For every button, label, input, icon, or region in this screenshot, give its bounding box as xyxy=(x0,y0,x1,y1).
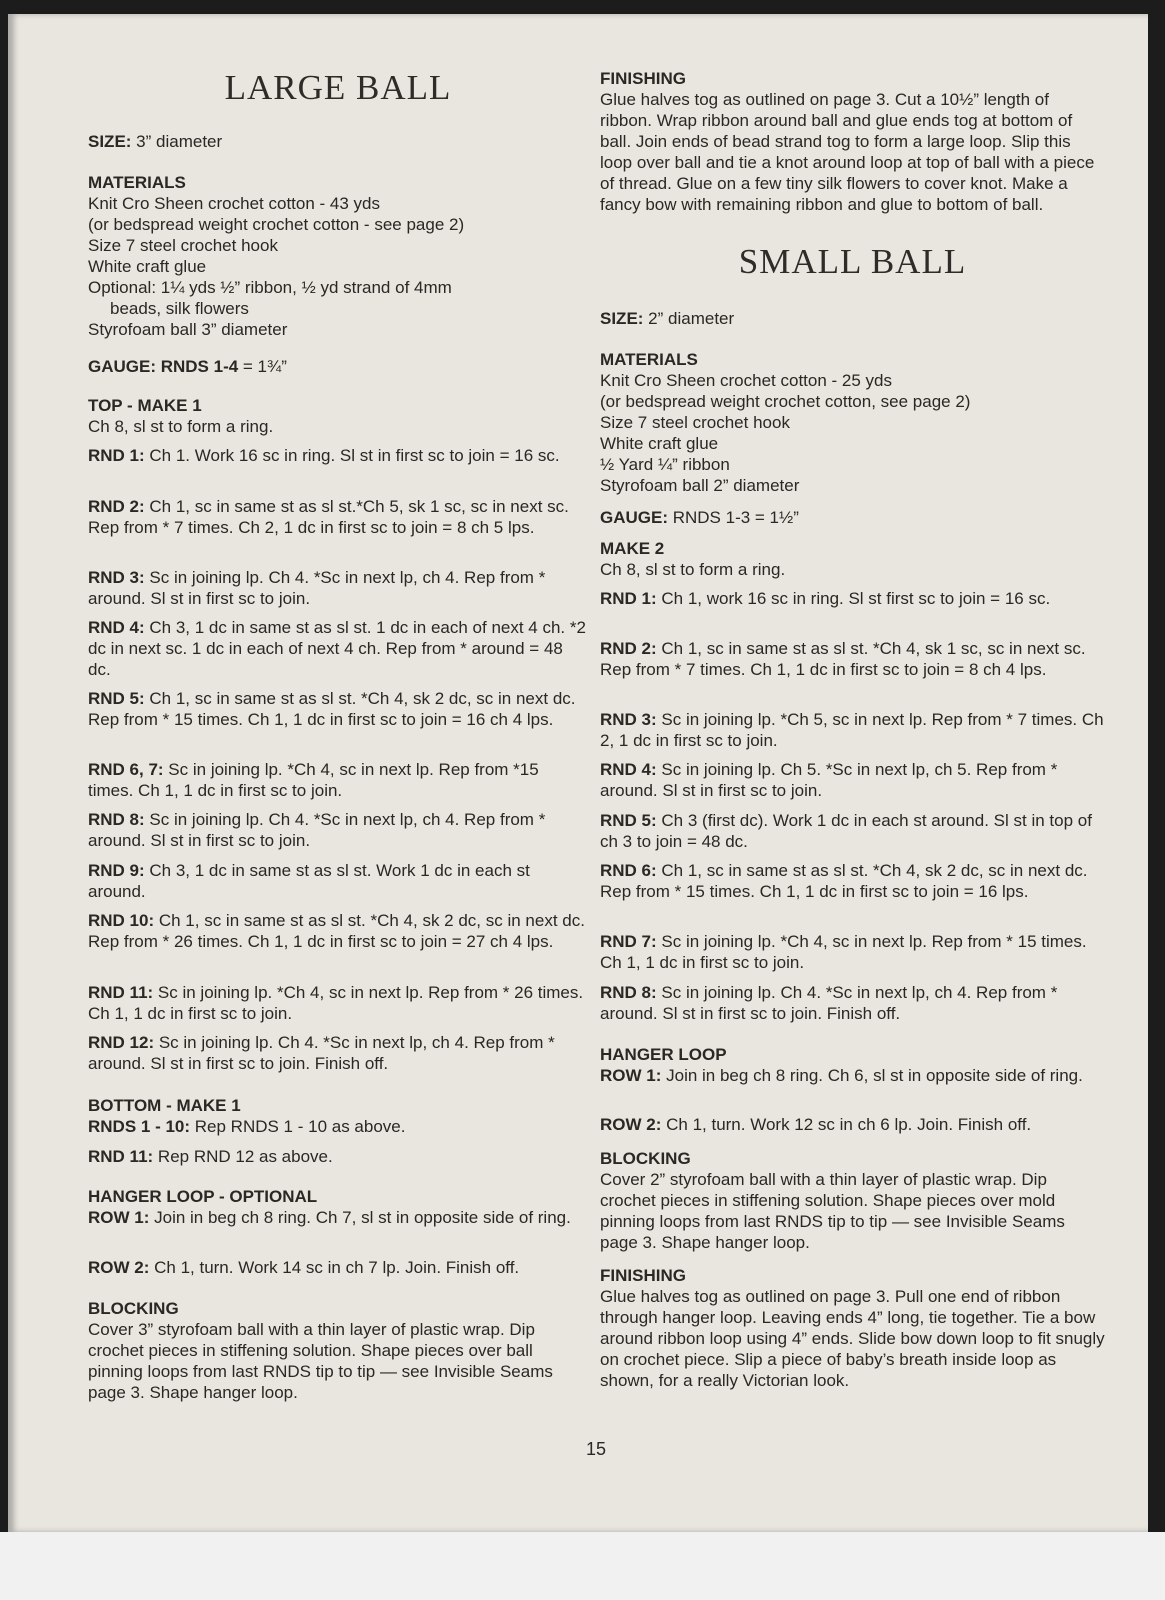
material-item: Size 7 steel crochet hook xyxy=(600,413,790,432)
top-heading: TOP - MAKE 1 xyxy=(88,396,202,415)
round-instruction xyxy=(600,931,1105,973)
row-label: ROW 2: xyxy=(600,1115,662,1134)
blocking-text: Cover 3” styrofoam ball with a thin layer of plastic wrap. Dip crochet pieces in stiffening solution. Shape pieces over ball pinning loops from last RNDS tip to tip — see Invisible Seams page 3. Shape hanger loop. xyxy=(88,1320,553,1402)
round-label: RND 4: xyxy=(88,618,145,637)
round-instruction xyxy=(88,1116,588,1137)
round-label: RND 2: xyxy=(88,497,145,516)
round-label: RND 8: xyxy=(88,810,145,829)
top-intro: Ch 8, sl st to form a ring. xyxy=(88,417,274,436)
material-item: White craft glue xyxy=(88,257,207,276)
material-item: ½ Yard ¼” ribbon xyxy=(600,455,730,474)
materials-list xyxy=(600,370,1105,496)
blocking-text: Cover 2” styrofoam ball with a thin layer of plastic wrap. Dip crochet pieces in stiffening solution. Shape pieces over mold pinning loops from last RNDS tip to tip — see Invisible Seams page 3. Shape hanger loop. xyxy=(600,1170,1065,1252)
book-page xyxy=(8,14,1148,1532)
size-value: 3” diameter xyxy=(131,132,223,151)
round-instruction xyxy=(88,982,588,1024)
round-label: RND 5: xyxy=(600,811,657,830)
gauge-value: RNDS 1-3 = 1½” xyxy=(668,508,799,527)
finishing-heading: FINISHING xyxy=(600,69,686,88)
round-label: RND 9: xyxy=(88,861,145,880)
size-label: SIZE: xyxy=(88,132,132,151)
material-item: beads, silk flowers xyxy=(110,299,249,318)
round-text: Ch 1, sc in same st as sl st. *Ch 4, sk 2 dc, sc in next dc. Rep from * 26 times. Ch 1, 1 dc in first sc to join = 27 ch 4 lps. xyxy=(88,911,585,951)
blocking-heading: BLOCKING xyxy=(88,1299,179,1318)
round-instruction xyxy=(88,617,588,680)
size-value: 2” diameter xyxy=(643,309,735,328)
material-item: Styrofoam ball 3” diameter xyxy=(88,320,288,339)
round-label: RND 3: xyxy=(88,568,145,587)
round-instruction xyxy=(88,809,588,851)
round-text: Sc in joining lp. Ch 4. *Sc in next lp, ch 4. Rep from * around. Sl st in first sc to join. xyxy=(88,568,546,608)
bottom-heading: BOTTOM - MAKE 1 xyxy=(88,1096,241,1115)
round-label: RND 6, 7: xyxy=(88,760,164,779)
round-label: RND 3: xyxy=(600,710,657,729)
hanger-heading: HANGER LOOP xyxy=(600,1045,727,1064)
large-gauge xyxy=(88,356,588,377)
round-instruction xyxy=(88,910,588,952)
round-label: RND 11: xyxy=(88,983,154,1002)
material-item: Size 7 steel crochet hook xyxy=(88,236,278,255)
round-text: Sc in joining lp. Ch 4. *Sc in next lp, ch 4. Rep from * around. Sl st in first sc to join. xyxy=(88,810,546,850)
round-instruction xyxy=(600,982,1105,1024)
round-instruction xyxy=(88,567,588,609)
round-label: RND 7: xyxy=(600,932,657,951)
material-item: Optional: 1¼ yds ½” ribbon, ½ yd strand of 4mm xyxy=(88,278,452,297)
material-item: (or bedspread weight crochet cotton - see page 2) xyxy=(88,215,465,234)
row-instruction xyxy=(600,1065,1105,1086)
row-label: ROW 1: xyxy=(88,1208,150,1227)
gauge-label: GAUGE: RNDS 1-4 xyxy=(88,357,239,376)
round-label: RND 4: xyxy=(600,760,657,779)
round-text: Ch 1, sc in same st as sl st. *Ch 4, sk 2 dc, sc in next dc. Rep from * 15 times. Ch 1, 1 dc in first sc to join = 16 ch 4 lps. xyxy=(88,689,576,729)
round-instruction xyxy=(88,445,588,466)
row-label: ROW 2: xyxy=(88,1258,150,1277)
round-label: RND 1: xyxy=(88,446,145,465)
finishing-text: Glue halves tog as outlined on page 3. Cut a 10½” length of ribbon. Wrap ribbon around ball and glue ends tog at bottom of ball. Join ends of bead strand tog to form a large loop. Slip this loop over ball and tie a knot around loop at top of ball with a piece of thread. Glue on a few tiny silk flowers to cover knot. Make a fancy bow with remaining ribbon and glue to bottom of ball. xyxy=(600,90,1095,214)
round-instruction xyxy=(600,638,1105,680)
round-label: RND 5: xyxy=(88,689,145,708)
round-text: Sc in joining lp. *Ch 4, sc in next lp. Rep from *15 times. Ch 1, 1 dc in first sc to join. xyxy=(88,760,539,800)
round-label: RNDS 1 - 10: xyxy=(88,1117,191,1136)
round-text: Sc in joining lp. Ch 5. *Sc in next lp, ch 5. Rep from * around. Sl st in first sc to join. xyxy=(600,760,1058,800)
round-text: Sc in joining lp. *Ch 4, sc in next lp. Rep from * 26 times. Ch 1, 1 dc in first sc to join. xyxy=(88,983,584,1023)
row-text: Ch 1, turn. Work 14 sc in ch 7 lp. Join. Finish off. xyxy=(149,1258,520,1277)
round-text: Ch 3 (first dc). Work 1 dc in each st around. Sl st in top of ch 3 to join = 48 dc. xyxy=(600,811,1092,851)
round-label: RND 10: xyxy=(88,911,155,930)
scan-bottom-margin xyxy=(0,1532,1165,1600)
row-instruction xyxy=(88,1207,588,1228)
finishing-heading: FINISHING xyxy=(600,1266,686,1285)
round-instruction xyxy=(600,759,1105,801)
round-label: RND 6: xyxy=(600,861,657,880)
round-text: Sc in joining lp. *Ch 4, sc in next lp. Rep from * 15 times. Ch 1, 1 dc in first sc to join. xyxy=(600,932,1087,972)
material-item: Knit Cro Sheen crochet cotton - 25 yds xyxy=(600,371,892,390)
round-label: RND 11: xyxy=(88,1147,154,1166)
round-text: Rep RND 12 as above. xyxy=(153,1147,333,1166)
make-heading: MAKE 2 xyxy=(600,539,665,558)
round-text: Rep RNDS 1 - 10 as above. xyxy=(190,1117,406,1136)
round-text: Ch 1, work 16 sc in ring. Sl st first sc to join = 16 sc. xyxy=(656,589,1051,608)
large-size xyxy=(88,131,588,152)
round-text: Ch 3, 1 dc in same st as sl st. Work 1 dc in each st around. xyxy=(88,861,530,901)
round-instruction xyxy=(600,588,1105,609)
gauge-value: = 1¾” xyxy=(238,357,287,376)
round-label: RND 2: xyxy=(600,639,657,658)
finishing-text: Glue halves tog as outlined on page 3. Pull one end of ribbon through hanger loop. Leaving ends 4” long, tie together. Tie a bow around ribbon loop using 4” ends. Slide bow down loop to fit snugly on crochet piece. Slip a piece of baby’s breath inside loop as shown, for a really Victorian look. xyxy=(600,1287,1105,1390)
round-instruction xyxy=(600,810,1105,852)
row-instruction xyxy=(88,1257,588,1278)
materials-heading: MATERIALS xyxy=(88,173,186,192)
round-label: RND 12: xyxy=(88,1033,155,1052)
round-text: Sc in joining lp. Ch 4. *Sc in next lp, ch 4. Rep from * around. Sl st in first sc to join. Finish off. xyxy=(600,983,1058,1023)
row-instruction xyxy=(600,1114,1105,1135)
row-text: Ch 1, turn. Work 12 sc in ch 6 lp. Join. Finish off. xyxy=(661,1115,1032,1134)
round-instruction xyxy=(600,860,1105,902)
row-text: Join in beg ch 8 ring. Ch 7, sl st in opposite side of ring. xyxy=(149,1208,571,1227)
round-text: Ch 3, 1 dc in same st as sl st. 1 dc in each of next 4 ch. *2 dc in next sc. 1 dc in each of next 4 ch. Rep from * around = 48 dc. xyxy=(88,618,586,679)
round-text: Ch 1. Work 16 sc in ring. Sl st in first sc to join = 16 sc. xyxy=(144,446,560,465)
row-label: ROW 1: xyxy=(600,1066,662,1085)
round-text: Ch 1, sc in same st as sl st.*Ch 5, sk 1 sc, sc in next sc. Rep from * 7 times. Ch 2, 1 dc in first sc to join = 8 ch 5 lps. xyxy=(88,497,569,537)
material-item: (or bedspread weight crochet cotton, see page 2) xyxy=(600,392,971,411)
materials-heading: MATERIALS xyxy=(600,350,698,369)
round-text: Ch 1, sc in same st as sl st. *Ch 4, sk 1 sc, sc in next sc. Rep from * 7 times. Ch 1, 1 dc in first sc to join = 8 ch 4 lps. xyxy=(600,639,1086,679)
round-instruction xyxy=(88,688,588,730)
small-gauge xyxy=(600,507,1105,528)
round-text: Ch 1, sc in same st as sl st. *Ch 4, sk 2 dc, sc in next dc. Rep from * 15 times. Ch 1, 1 dc in first sc to join = 16 lps. xyxy=(600,861,1088,901)
small-size xyxy=(600,308,1105,329)
blocking-heading: BLOCKING xyxy=(600,1149,691,1168)
small-ball-title: SMALL BALL xyxy=(738,242,967,281)
page-number: 15 xyxy=(586,1439,607,1459)
make-intro: Ch 8, sl st to form a ring. xyxy=(600,560,786,579)
round-label: RND 8: xyxy=(600,983,657,1002)
round-text: Sc in joining lp. Ch 4. *Sc in next lp, ch 4. Rep from * around. Sl st in first sc to join. Finish off. xyxy=(88,1033,555,1073)
gauge-label: GAUGE: xyxy=(600,508,668,527)
size-label: SIZE: xyxy=(600,309,644,328)
round-text: Sc in joining lp. *Ch 5, sc in next lp. Rep from * 7 times. Ch 2, 1 dc in first sc to join. xyxy=(600,710,1104,750)
round-instruction xyxy=(88,860,588,902)
material-item: Styrofoam ball 2” diameter xyxy=(600,476,800,495)
round-instruction xyxy=(88,496,588,538)
material-item: Knit Cro Sheen crochet cotton - 43 yds xyxy=(88,194,380,213)
materials-list xyxy=(88,193,588,340)
round-instruction xyxy=(88,759,588,801)
round-label: RND 1: xyxy=(600,589,657,608)
row-text: Join in beg ch 8 ring. Ch 6, sl st in opposite side of ring. xyxy=(661,1066,1083,1085)
hanger-heading: HANGER LOOP - OPTIONAL xyxy=(88,1187,318,1206)
large-ball-title: LARGE BALL xyxy=(224,68,452,107)
round-instruction xyxy=(600,709,1105,751)
material-item: White craft glue xyxy=(600,434,719,453)
round-instruction xyxy=(88,1032,588,1074)
round-instruction xyxy=(88,1146,588,1167)
